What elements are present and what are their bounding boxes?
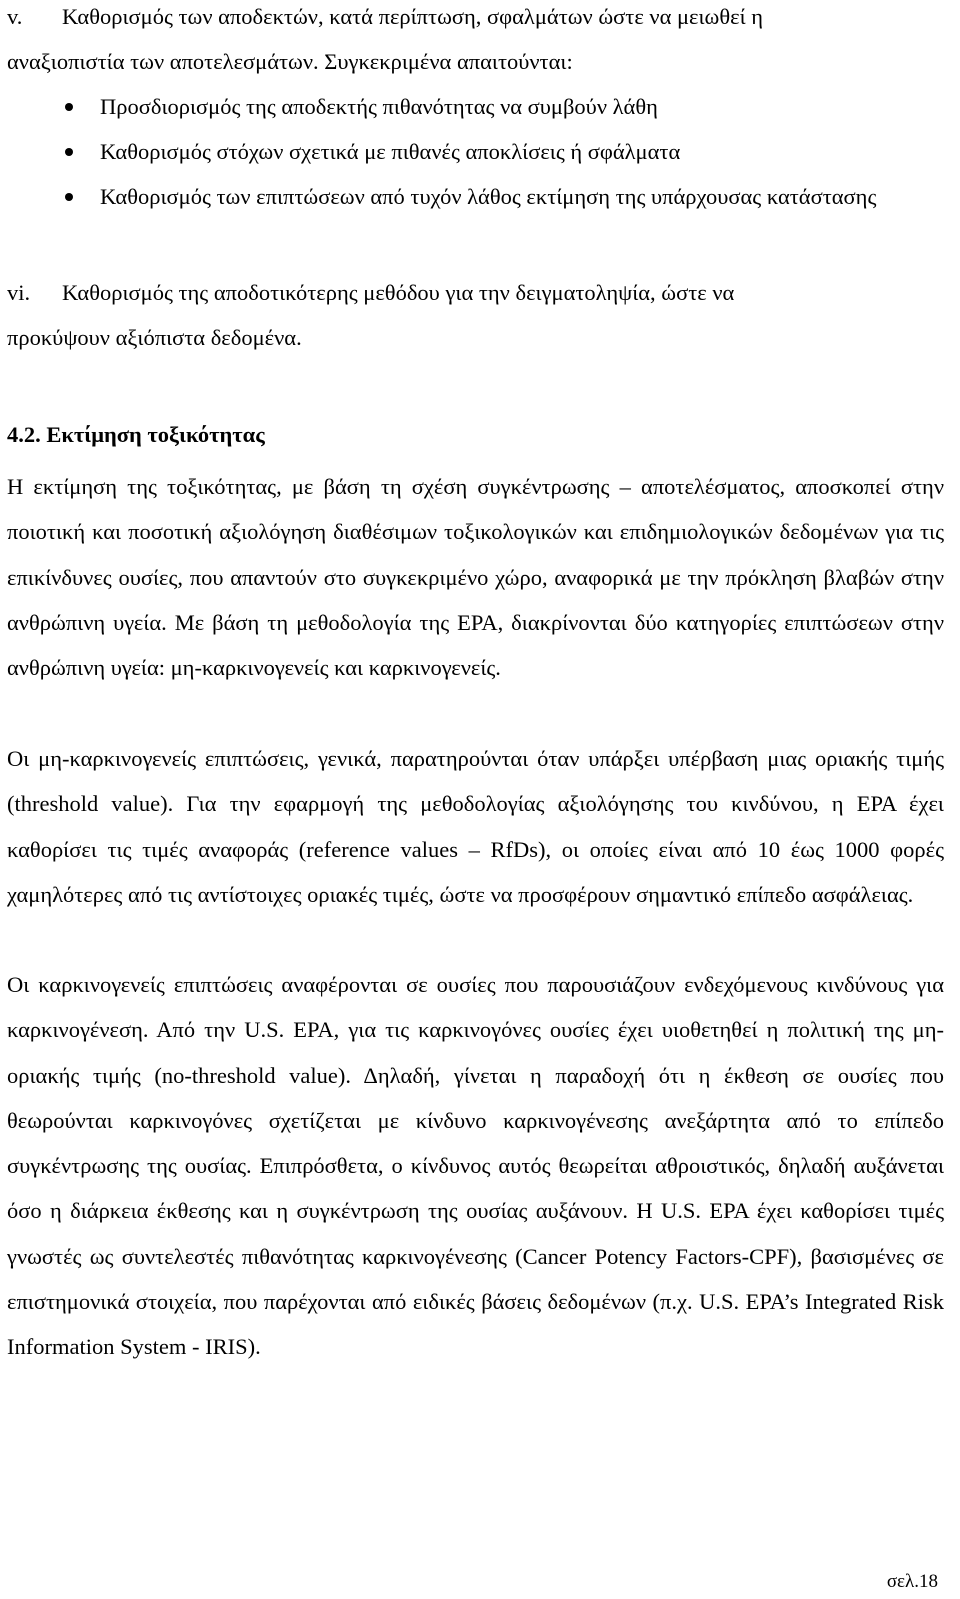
section-heading: 4.2. Εκτίμηση τοξικότητας [7,422,265,447]
bullet-text: Καθορισμός των επιπτώσεων από τυχόν λάθος εκτίμηση της υπάρχουσας κατάστασης [100,184,877,209]
list-item-v-text-continued: αναξιοπιστία των αποτελεσμάτων. Συγκεκριμένα απαιτούνται: [7,49,573,74]
list-marker-v: v. [7,4,23,29]
bullet-list [62,84,944,219]
list-item-vi-text-continued: προκύψουν αξιόπιστα δεδομένα. [7,325,302,350]
bullet-icon [65,148,73,156]
bullet-text: Προσδιορισμός της αποδεκτής πιθανότητας να συμβούν λάθη [100,94,658,119]
paragraph-3: Οι καρκινογενείς επιπτώσεις αναφέρονται σε ουσίες που παρουσιάζουν ενδεχόμενους κινδύνους για καρκινογένεση. Από την U.S. EPA, για τις καρκινογόνες ουσίες έχει υιοθετηθεί η πολιτική της μη-οριακής τιμής (no-threshold value). Δηλαδή, γίνεται η παραδοχή ότι η έκθεση σε ουσίες που θεωρούνται καρκινογόνες σχετίζεται με κίνδυνο καρκινογένεσης ανεξάρτητα από το επίπεδο συγκέντρωσης της ουσίας. Επιπρόσθετα, ο κίνδυνος αυτός θεωρείται αθροιστικός, δηλαδή αυξάνεται όσο η διάρκεια έκθεσης και η συγκέντρωση της ουσίας αυξάνουν. Η U.S. EPA έχει καθορίσει τιμές γνωστές ως συντελεστές πιθανότητας καρκινογένεσης (Cancer Potency Factors-CPF), βασισμένες σε επιστημονικά στοιχεία, που παρέχονται από ειδικές βάσεις δεδομένων (π.χ. U.S. EPA’s Integrated Risk Information System - IRIS). [7,972,944,1360]
paragraph-1: Η εκτίμηση της τοξικότητας, με βάση τη σχέση συγκέντρωσης – αποτελέσματος, αποσκοπεί στην ποιοτική και ποσοτική αξιολόγηση διαθέσιμων τοξικολογικών και επιδημιολογικών δεδομένων για τις επικίνδυνες ουσίες, που απαντούν στο συγκεκριμένο χώρο, αναφορικά με την πρόκληση βλαβών στην ανθρώπινη υγεία. Με βάση τη μεθοδολογία της EPA, διακρίνονται δύο κατηγορίες επιπτώσεων στην ανθρώπινη υγεία: μη-καρκινογενείς και καρκινογενείς. [7,474,944,681]
bullet-icon [65,193,73,201]
bullet-icon [65,103,73,111]
bullet-item [62,129,944,174]
bullet-item [62,84,944,129]
page-number: σελ.18 [886,1571,938,1592]
bullet-text: Καθορισμός στόχων σχετικά με πιθανές αποκλίσεις ή σφάλματα [100,139,681,164]
paragraph-2: Οι μη-καρκινογενείς επιπτώσεις, γενικά, παρατηρούνται όταν υπάρξει υπέρβαση μιας οριακής τιμής (threshold value). Για την εφαρμογή της μεθοδολογίας αξιολόγησης του κινδύνου, η EPA έχει καθορίσει τις τιμές αναφοράς (reference values – RfDs), οι οποίες είναι από 10 έως 1000 φορές χαμηλότερες από τις αντίστοιχες οριακές τιμές, ώστε να προσφέρουν σημαντικό επίπεδο ασφάλειας. [7,746,944,907]
list-item-v-text: Καθορισμός των αποδεκτών, κατά περίπτωση, σφαλμάτων ώστε να μειωθεί η [62,4,764,29]
list-item-v [7,0,944,84]
list-item-vi-text: Καθορισμός της αποδοτικότερης μεθόδου για την δειγματοληψία, ώστε να [62,280,735,305]
list-item-vi [7,270,944,360]
bullet-item [62,174,944,219]
list-marker-vi: vi. [7,280,31,305]
